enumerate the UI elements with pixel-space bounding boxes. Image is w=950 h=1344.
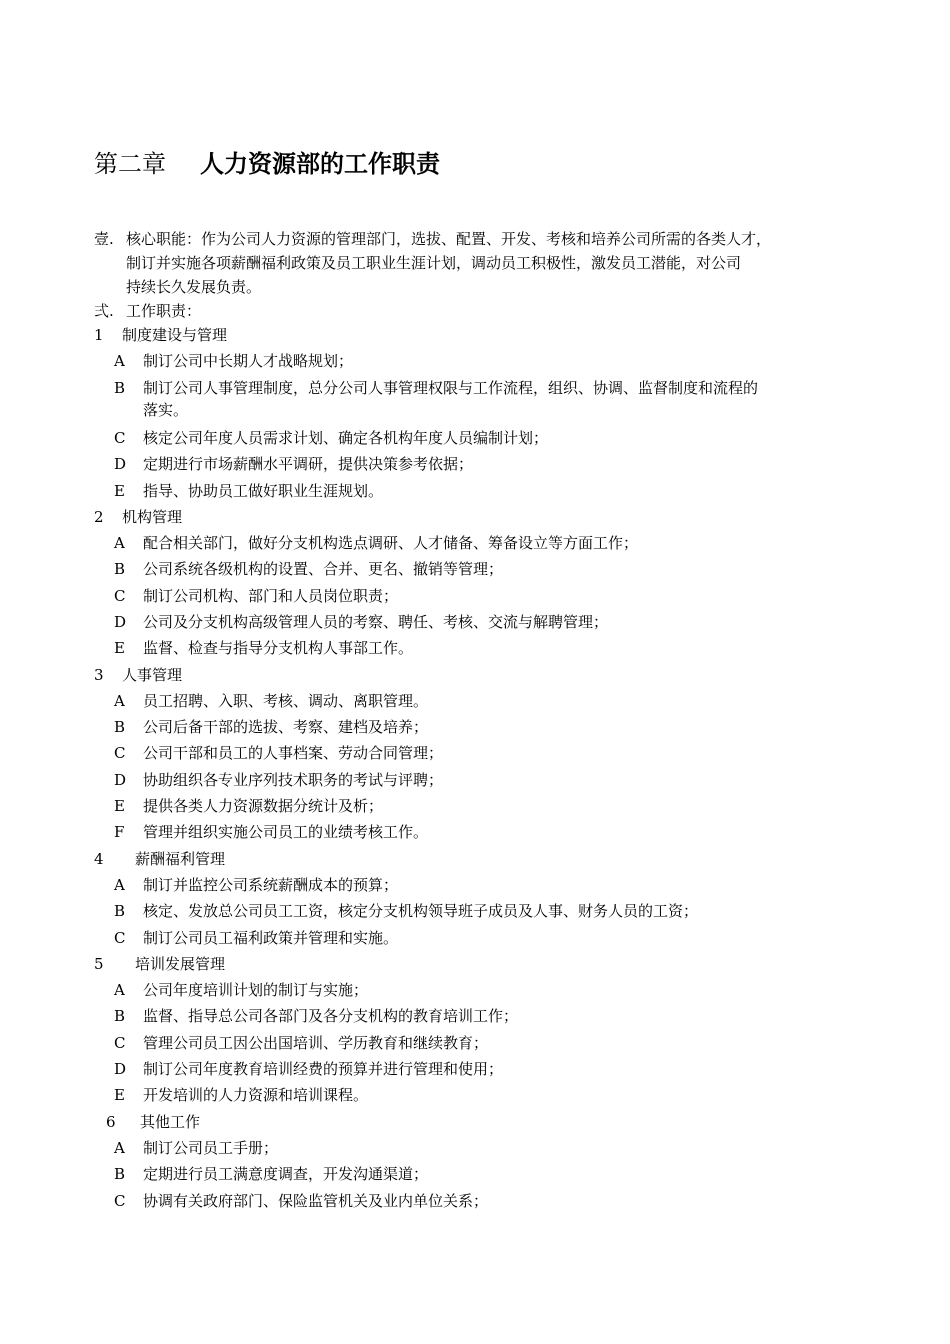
item-letter: B: [114, 902, 126, 920]
core-marker: 壹.: [94, 230, 114, 248]
item-letter: A: [114, 352, 125, 370]
item-letter: C: [114, 429, 126, 447]
item-letter: D: [114, 613, 127, 631]
item-letter: C: [114, 587, 126, 605]
item-text: 配合相关部门，做好分支机构选点调研、人才储备、筹备设立等方面工作；: [143, 534, 639, 552]
item-text: 管理并组织实施公司员工的业绩考核工作。: [143, 823, 429, 841]
item-letter: C: [114, 1192, 126, 1210]
item-text: 制订公司人事管理制度，总分公司人事管理权限与工作流程，组织、协调、监督制度和流程的: [143, 379, 759, 397]
item-text: 指导、协助员工做好职业生涯规划。: [143, 482, 384, 500]
section-number: 3: [94, 666, 104, 684]
item-letter: A: [114, 692, 125, 710]
item-letter: A: [114, 981, 125, 999]
item-text: 公司及分支机构高级管理人员的考察、聘任、考核、交流与解聘管理；: [143, 613, 609, 631]
item-letter: A: [114, 1139, 125, 1157]
item-letter: C: [114, 929, 126, 947]
item-letter: F: [114, 823, 125, 841]
section-number: 1: [94, 326, 104, 344]
core-text-line: 持续长久发展负责。: [126, 278, 262, 296]
item-letter: E: [114, 797, 125, 815]
section-number: 6: [106, 1113, 116, 1131]
section-number: 4: [94, 850, 104, 868]
section-title: 其他工作: [140, 1113, 201, 1131]
item-text: 提供各类人力资源数据分统计及析；: [143, 797, 384, 815]
item-letter: B: [114, 1165, 126, 1183]
item-text: 制订公司员工手册；: [143, 1139, 279, 1157]
item-text: 公司年度培训计划的制订与实施；: [143, 981, 369, 999]
item-text: 制订公司中长期人才战略规划；: [143, 352, 354, 370]
item-text: 定期进行市场薪酬水平调研，提供决策参考依据；: [143, 455, 474, 473]
item-letter: B: [114, 379, 126, 397]
duties-marker: 弍.: [94, 302, 114, 320]
item-text: 协调有关政府部门、保险监管机关及业内单位关系；: [143, 1192, 489, 1210]
item-text: 监督、检查与指导分支机构人事部工作。: [143, 639, 414, 657]
item-text: 公司干部和员工的人事档案、劳动合同管理；: [143, 744, 444, 762]
section-title: 薪酬福利管理: [135, 850, 226, 868]
section-title: 机构管理: [122, 508, 183, 526]
item-letter: B: [114, 1007, 126, 1025]
item-letter: E: [114, 482, 125, 500]
item-letter: E: [114, 1086, 125, 1104]
item-text: 协助组织各专业序列技术职务的考试与评聘；: [143, 771, 444, 789]
item-letter: A: [114, 534, 125, 552]
core-text-line: 核心职能：作为公司人力资源的管理部门，选拔、配置、开发、考核和培养公司所需的各类人才，: [126, 230, 772, 248]
chapter-heading: 人力资源部的工作职责: [200, 149, 440, 178]
item-text: 员工招聘、入职、考核、调动、离职管理。: [143, 692, 429, 710]
item-letter: B: [114, 560, 126, 578]
item-text: 核定公司年度人员需求计划、确定各机构年度人员编制计划；: [143, 429, 549, 447]
core-text-line: 制订并实施各项薪酬福利政策及员工职业生涯计划，调动员工积极性，激发员工潜能，对公司: [126, 254, 742, 272]
duties-label: 工作职责：: [126, 302, 202, 320]
item-text: 监督、指导总公司各部门及各分支机构的教育培训工作；: [143, 1007, 519, 1025]
item-text: 开发培训的人力资源和培训课程。: [143, 1086, 369, 1104]
item-text: 管理公司员工因公出国培训、学历教育和继续教育；: [143, 1034, 489, 1052]
section-title: 培训发展管理: [135, 955, 226, 973]
chapter-number: 第二章: [94, 150, 166, 178]
item-text: 定期进行员工满意度调查，开发沟通渠道；: [143, 1165, 429, 1183]
item-letter: B: [114, 718, 126, 736]
item-text: 制订并监控公司系统薪酬成本的预算；: [143, 876, 399, 894]
item-letter: D: [114, 1060, 127, 1078]
item-text: 公司系统各级机构的设置、合并、更名、撤销等管理；: [143, 560, 504, 578]
item-letter: C: [114, 1034, 126, 1052]
item-text: 落实。: [143, 401, 189, 419]
item-letter: A: [114, 876, 125, 894]
item-letter: C: [114, 744, 126, 762]
item-text: 核定、发放总公司员工工资，核定分支机构领导班子成员及人事、财务人员的工资；: [143, 902, 699, 920]
item-letter: E: [114, 639, 125, 657]
item-letter: D: [114, 455, 127, 473]
item-text: 制订公司年度教育培训经费的预算并进行管理和使用；: [143, 1060, 504, 1078]
section-title: 人事管理: [122, 666, 183, 684]
section-title: 制度建设与管理: [122, 326, 228, 344]
item-text: 制订公司员工福利政策并管理和实施。: [143, 929, 399, 947]
item-text: 制订公司机构、部门和人员岗位职责；: [143, 587, 399, 605]
item-text: 公司后备干部的选拔、考察、建档及培养；: [143, 718, 429, 736]
item-letter: D: [114, 771, 127, 789]
section-number: 2: [94, 508, 104, 526]
chapter-title: [94, 148, 440, 180]
section-number: 5: [94, 955, 104, 973]
